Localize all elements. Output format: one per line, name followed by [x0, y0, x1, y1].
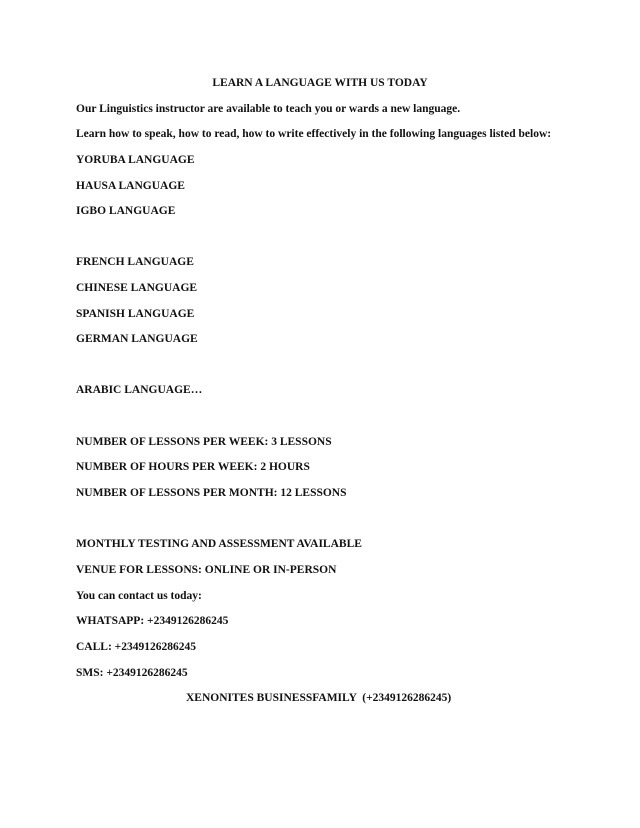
- language-item: FRENCH LANGUAGE: [76, 256, 194, 268]
- detail-item: MONTHLY TESTING AND ASSESSMENT AVAILABLE: [76, 538, 362, 550]
- schedule-item: NUMBER OF HOURS PER WEEK: 2 HOURS: [76, 461, 310, 473]
- language-item: CHINESE LANGUAGE: [76, 282, 198, 294]
- schedule-item: NUMBER OF LESSONS PER MONTH: 12 LESSONS: [76, 487, 347, 499]
- page-title: LEARN A LANGUAGE WITH US TODAY: [212, 77, 428, 89]
- language-item: GERMAN LANGUAGE: [76, 333, 198, 345]
- schedule-item: NUMBER OF LESSONS PER WEEK: 3 LESSONS: [76, 436, 332, 448]
- language-item: ARABIC LANGUAGE…: [76, 384, 203, 396]
- contact-heading: You can contact us today:: [76, 590, 202, 602]
- language-item: IGBO LANGUAGE: [76, 205, 176, 217]
- intro-text: Learn how to speak, how to read, how to write effectively in the following languages listed below:: [76, 128, 552, 140]
- detail-item: VENUE FOR LESSONS: ONLINE OR IN-PERSON: [76, 564, 337, 576]
- footer-signature: XENONITES BUSINESSFAMILY (+2349126286245): [186, 692, 452, 704]
- contact-call: CALL: +2349126286245: [76, 641, 196, 653]
- language-item: HAUSA LANGUAGE: [76, 180, 185, 192]
- language-item: SPANISH LANGUAGE: [76, 308, 195, 320]
- contact-whatsapp: WHATSAPP: +2349126286245: [76, 615, 229, 627]
- intro-text: Our Linguistics instructor are available to teach you or wards a new language.: [76, 103, 461, 115]
- contact-sms: SMS: +2349126286245: [76, 667, 188, 679]
- language-item: YORUBA LANGUAGE: [76, 154, 195, 166]
